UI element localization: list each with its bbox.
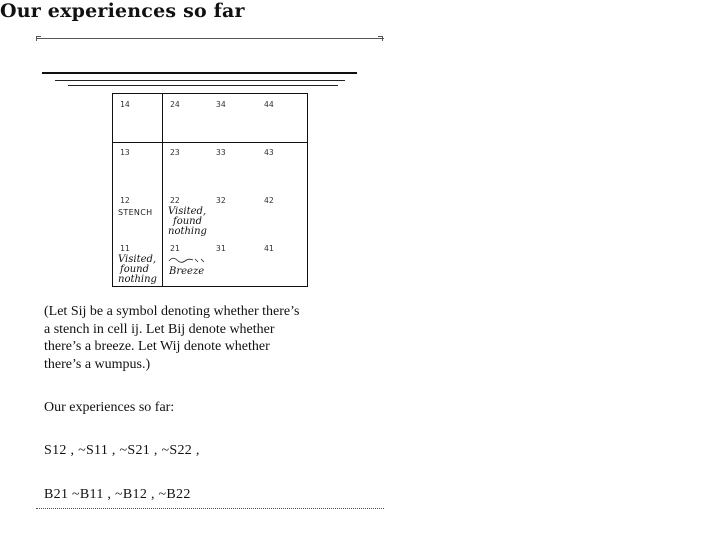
cell-label-44: 44 <box>264 100 274 109</box>
cell-label-12: 12 <box>120 196 130 205</box>
visited-11-line3: nothing <box>118 274 157 285</box>
cell-label-21: 21 <box>170 244 180 253</box>
cell-label-33: 33 <box>216 148 226 157</box>
top-rule-corner-left <box>36 36 41 41</box>
cell-label-32: 32 <box>216 196 226 205</box>
definition-line-1: (Let Sij be a symbol denoting whether there’s <box>44 304 300 319</box>
breeze-squiggle-icon <box>167 254 211 266</box>
breeze-annotation: Breeze <box>169 266 205 277</box>
visited-22-line3: nothing <box>168 226 207 237</box>
breeze-facts: B21 ~B11 , ~B12 , ~B22 <box>44 487 191 502</box>
visited-11-line2: found <box>120 264 150 275</box>
grid-divider-horizontal <box>113 142 307 143</box>
cell-label-13: 13 <box>120 148 130 157</box>
cell-label-24: 24 <box>170 100 180 109</box>
title-underline-2 <box>55 80 345 81</box>
bottom-border <box>36 508 384 509</box>
grid-divider-vertical <box>162 94 163 286</box>
cell-label-31: 31 <box>216 244 226 253</box>
visited-11-line1: Visited, <box>118 254 157 265</box>
stench-annotation: STENCH <box>118 208 153 217</box>
definition-line-2: a stench in cell ij. Let Bij denote whether <box>44 321 275 337</box>
title-underline-3 <box>68 85 338 86</box>
definition-line-4: there’s a wumpus.) <box>44 356 151 372</box>
cell-label-22: 22 <box>170 196 180 205</box>
cell-label-42: 42 <box>264 196 274 205</box>
page-title: Our experiences so far <box>0 0 245 22</box>
cell-label-34: 34 <box>216 100 226 109</box>
cell-label-11: 11 <box>120 244 130 253</box>
cell-label-41: 41 <box>264 244 274 253</box>
visited-22-line2: found <box>173 216 203 227</box>
top-rule-corner-right <box>378 36 383 41</box>
definition-line-3: there’s a breeze. Let Wij denote whether <box>44 339 270 354</box>
experiences-heading: Our experiences so far: <box>44 400 175 415</box>
cell-label-23: 23 <box>170 148 180 157</box>
stench-facts: S12 , ~S11 , ~S21 , ~S22 , <box>44 443 200 458</box>
title-underline-1 <box>42 72 357 74</box>
cell-label-14: 14 <box>120 100 130 109</box>
top-rule <box>36 38 384 39</box>
wumpus-grid <box>112 93 308 287</box>
cell-label-43: 43 <box>264 148 274 157</box>
visited-22-line1: Visited, <box>168 206 207 217</box>
